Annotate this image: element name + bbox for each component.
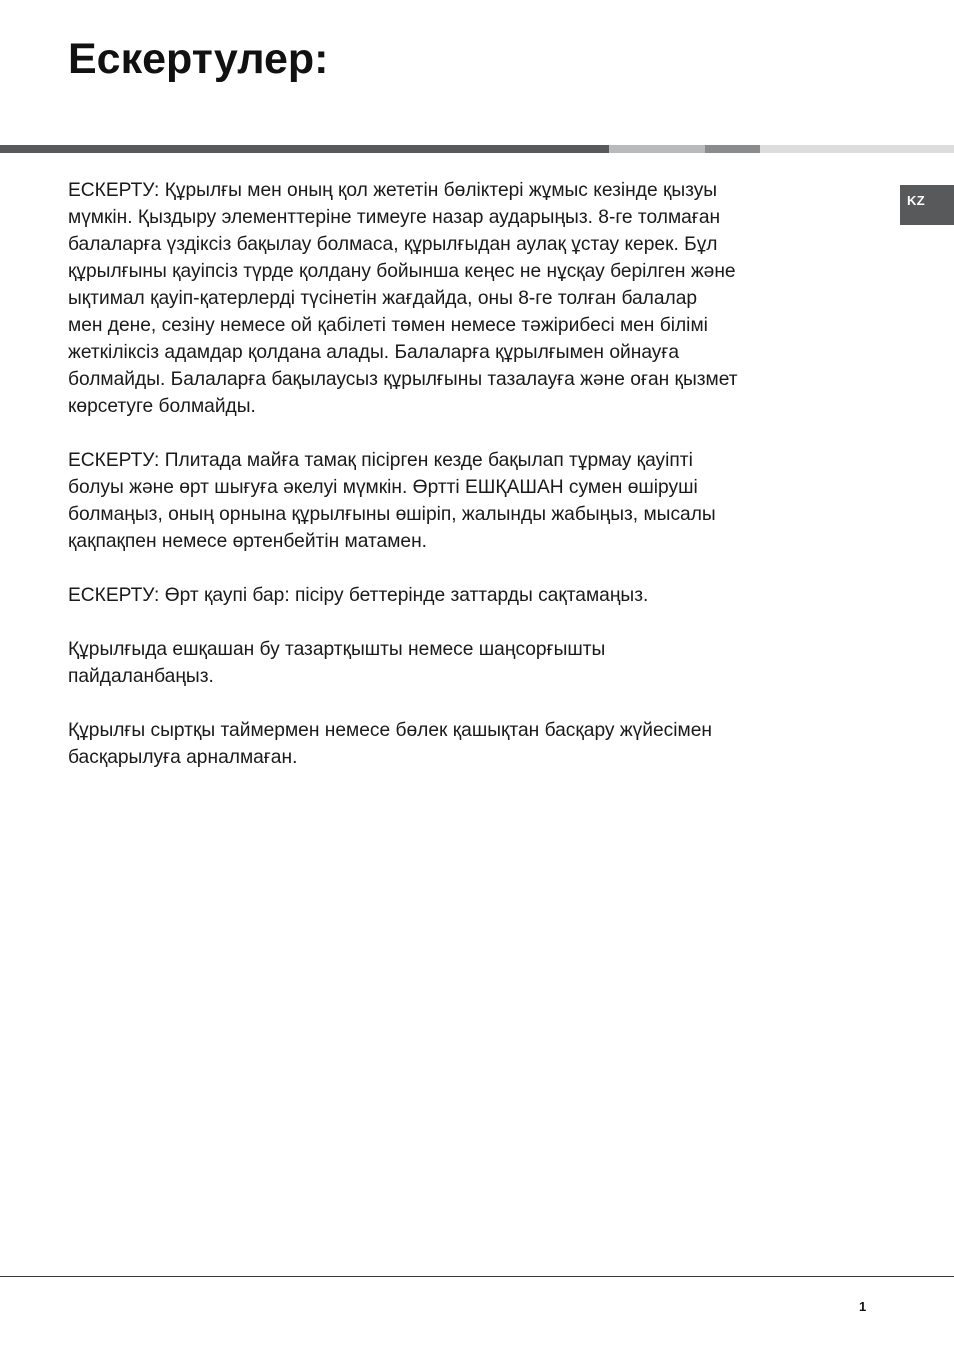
header-bar-segment-dark <box>0 145 609 153</box>
text-line: ЕСКЕРТУ: Құрылғы мен оның қол жететін бөліктері жұмыс кезінде қызуы <box>68 180 718 201</box>
footer-divider <box>0 1276 954 1277</box>
warning-paragraph-fire-risk <box>68 582 868 609</box>
text-line: ЕСКЕРТУ: Плитада майға тамақ пісірген кезде бақылап тұрмау қауіпті <box>68 450 693 471</box>
text-line: ықтимал қауіп-қатерлерді түсінетін жағдайда, оны 8-ге толған балалар <box>68 288 698 309</box>
warning-paragraph-external-timer <box>68 717 868 771</box>
page-number: 1 <box>859 1299 867 1314</box>
text-line: балаларға үздіксіз бақылау болмаса, құрылғыдан аулақ ұстау керек. Бұл <box>68 234 718 255</box>
text-line: құрылғыны қауіпсіз түрде қолдану бойынша кеңес не нұсқау берілген және <box>68 261 736 282</box>
text-line: болуы және өрт шығуға әкелуі мүмкін. Өртті ЕШҚАШАН сумен өшіруші <box>68 477 698 498</box>
text-line: болмайды. Балаларға бақылаусыз құрылғыны тазалауға және оған қызмет <box>68 369 738 390</box>
text-line: көрсетуге болмайды. <box>68 396 256 417</box>
language-tab: KZ <box>900 185 954 225</box>
page-title: Ескертулер: <box>68 35 329 83</box>
header-bar-segment-pale <box>760 145 954 153</box>
text-line: мүмкін. Қыздыру элементтеріне тимеуге назар аударыңыз. 8-ге толмаған <box>68 207 721 228</box>
text-line: жеткіліксіз адамдар қолдана алады. Балаларға құрылғымен ойнауға <box>68 342 680 363</box>
text-line: ЕСКЕРТУ: Өрт қаупі бар: пісіру беттерінде заттарды сақтамаңыз. <box>68 585 649 606</box>
header-bar-segment-light <box>609 145 705 153</box>
text-line: Құрылғы сыртқы таймермен немесе бөлек қашықтан басқару жүйесімен <box>68 720 712 741</box>
text-line: болмаңыз, оның орнына құрылғыны өшіріп, жалынды жабыңыз, мысалы <box>68 504 716 525</box>
text-line: қақпақпен немесе өртенбейтін матамен. <box>68 531 428 552</box>
text-line: Құрылғыда ешқашан бу тазартқышты немесе шаңсорғышты <box>68 639 606 660</box>
warning-paragraph-fat-cooking <box>68 447 868 555</box>
warnings-content <box>68 177 868 798</box>
text-line: пайдаланбаңыз. <box>68 666 214 687</box>
warning-paragraph-hot-surfaces <box>68 177 868 420</box>
warning-paragraph-steam-cleaner <box>68 636 868 690</box>
text-line: мен дене, сезіну немесе ой қабілеті төмен немесе тәжірибесі мен білімі <box>68 315 708 336</box>
text-line: басқарылуға арналмаған. <box>68 747 298 768</box>
header-bar-segment-mid <box>705 145 760 153</box>
